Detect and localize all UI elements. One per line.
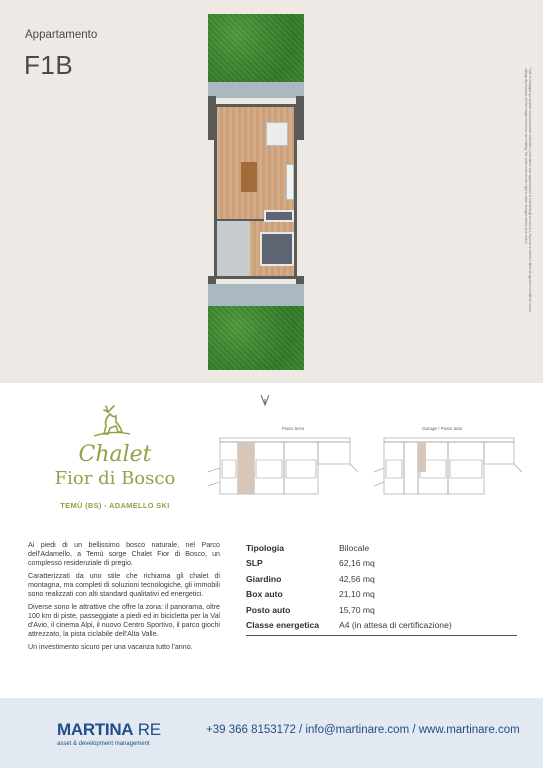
garden-top	[208, 14, 304, 82]
brand-logo: MARTINA RE	[57, 720, 161, 739]
key-plan-ground	[208, 422, 358, 504]
terrace-top	[208, 82, 304, 98]
divider	[246, 635, 517, 636]
spec-value: A4 (in attesa di certificazione)	[339, 620, 452, 631]
spec-row-tipologia	[246, 540, 517, 556]
spec-value: 21,10 mq	[339, 589, 375, 600]
wall-right-top	[296, 96, 304, 140]
key-plan-garage-caption: Garage / Posto auto	[422, 426, 463, 431]
spec-row-giardino	[246, 571, 517, 587]
brand-tagline: asset & development management	[57, 741, 150, 747]
logo-location-text: TEMÙ (BS) - ADAMELLO SKI	[60, 501, 170, 510]
description-paragraph: Caratterizzati da uno stile che richiama gli chalet di montagna, ma completi di soluzioni tecnologiche, gli immobili sono realizzati con alti standard qualitativi ed energetici.	[28, 572, 220, 598]
wall-right	[294, 104, 297, 278]
spec-value: 15,70 mq	[339, 604, 375, 615]
logo-name-text: Fior di Bosco	[54, 468, 176, 489]
floorplan-image	[208, 14, 304, 370]
description-paragraph: Ai piedi di un bellissimo bosco naturale, nel Parco dell'Adamello, a Temù sorge Chalet Fior di Bosco, un complesso residenziale di pregio.	[28, 541, 220, 567]
spec-key: Tipologia	[246, 542, 285, 553]
kitchen-counter	[286, 164, 294, 200]
dining-table	[241, 162, 257, 192]
sofa-bed	[264, 210, 294, 222]
chalet-logo	[40, 402, 190, 522]
apartment-code: F1B	[24, 50, 74, 80]
garden-bottom	[208, 306, 304, 370]
sofa	[266, 122, 288, 146]
description-text	[28, 541, 220, 656]
description-paragraph: Un investimento sicuro per una vacanza tutto l'anno.	[28, 643, 193, 651]
apartment-label: Appartamento	[25, 29, 98, 41]
wall-bottom	[214, 276, 297, 279]
specs-table	[246, 540, 517, 636]
spec-key: Classe energetica	[246, 620, 320, 631]
north-arrow-icon	[259, 393, 271, 407]
spec-row-slp	[246, 556, 517, 572]
disclaimer-note: Tutte le immagini qui riportate sono puramente indicative e potrebbero non rappresentare la totalità degli accessori. L'Impresa si riserva il diritto di apportare modifiche senza obbligo di preavviso. All the images herein are not binding. The seller reserves the right to make changes without prior notice.	[524, 68, 532, 312]
key-plan-garage	[374, 422, 524, 504]
double-bed	[260, 232, 294, 266]
spec-key: SLP	[246, 558, 263, 569]
spec-key: Giardino	[246, 573, 282, 584]
spec-value: 62,16 mq	[339, 558, 375, 569]
description-paragraph: Diverse sono le attrattive che offre la zona: il panorama, oltre 100 km di piste, passeggiate a piedi ed in bicicletta per la Val d'Avio, il cinema Alpi, il nuovo Centro Sportivo, il parco giochi attrezzato, la pista ciclabile dell'Alta Valle.	[28, 603, 220, 638]
spec-row-classe-energetica	[246, 618, 517, 634]
bathroom	[217, 221, 250, 276]
spec-value: Bilocale	[339, 542, 370, 553]
key-plan-ground-caption: Piano terra	[282, 426, 305, 431]
contact-info[interactable]: +39 366 8153172 / info@martinare.com / www.martinare.com	[206, 724, 520, 736]
deer-icon	[92, 404, 132, 438]
terrace-bottom	[208, 284, 304, 306]
spec-row-posto-auto	[246, 602, 517, 618]
spec-key: Posto auto	[246, 604, 291, 615]
logo-chalet-text: Chalet	[78, 442, 152, 467]
floorplan-section	[0, 0, 543, 383]
spec-value: 42,56 mq	[339, 573, 375, 584]
spec-key: Box auto	[246, 589, 283, 600]
spec-row-box-auto	[246, 587, 517, 603]
footer	[0, 698, 543, 768]
